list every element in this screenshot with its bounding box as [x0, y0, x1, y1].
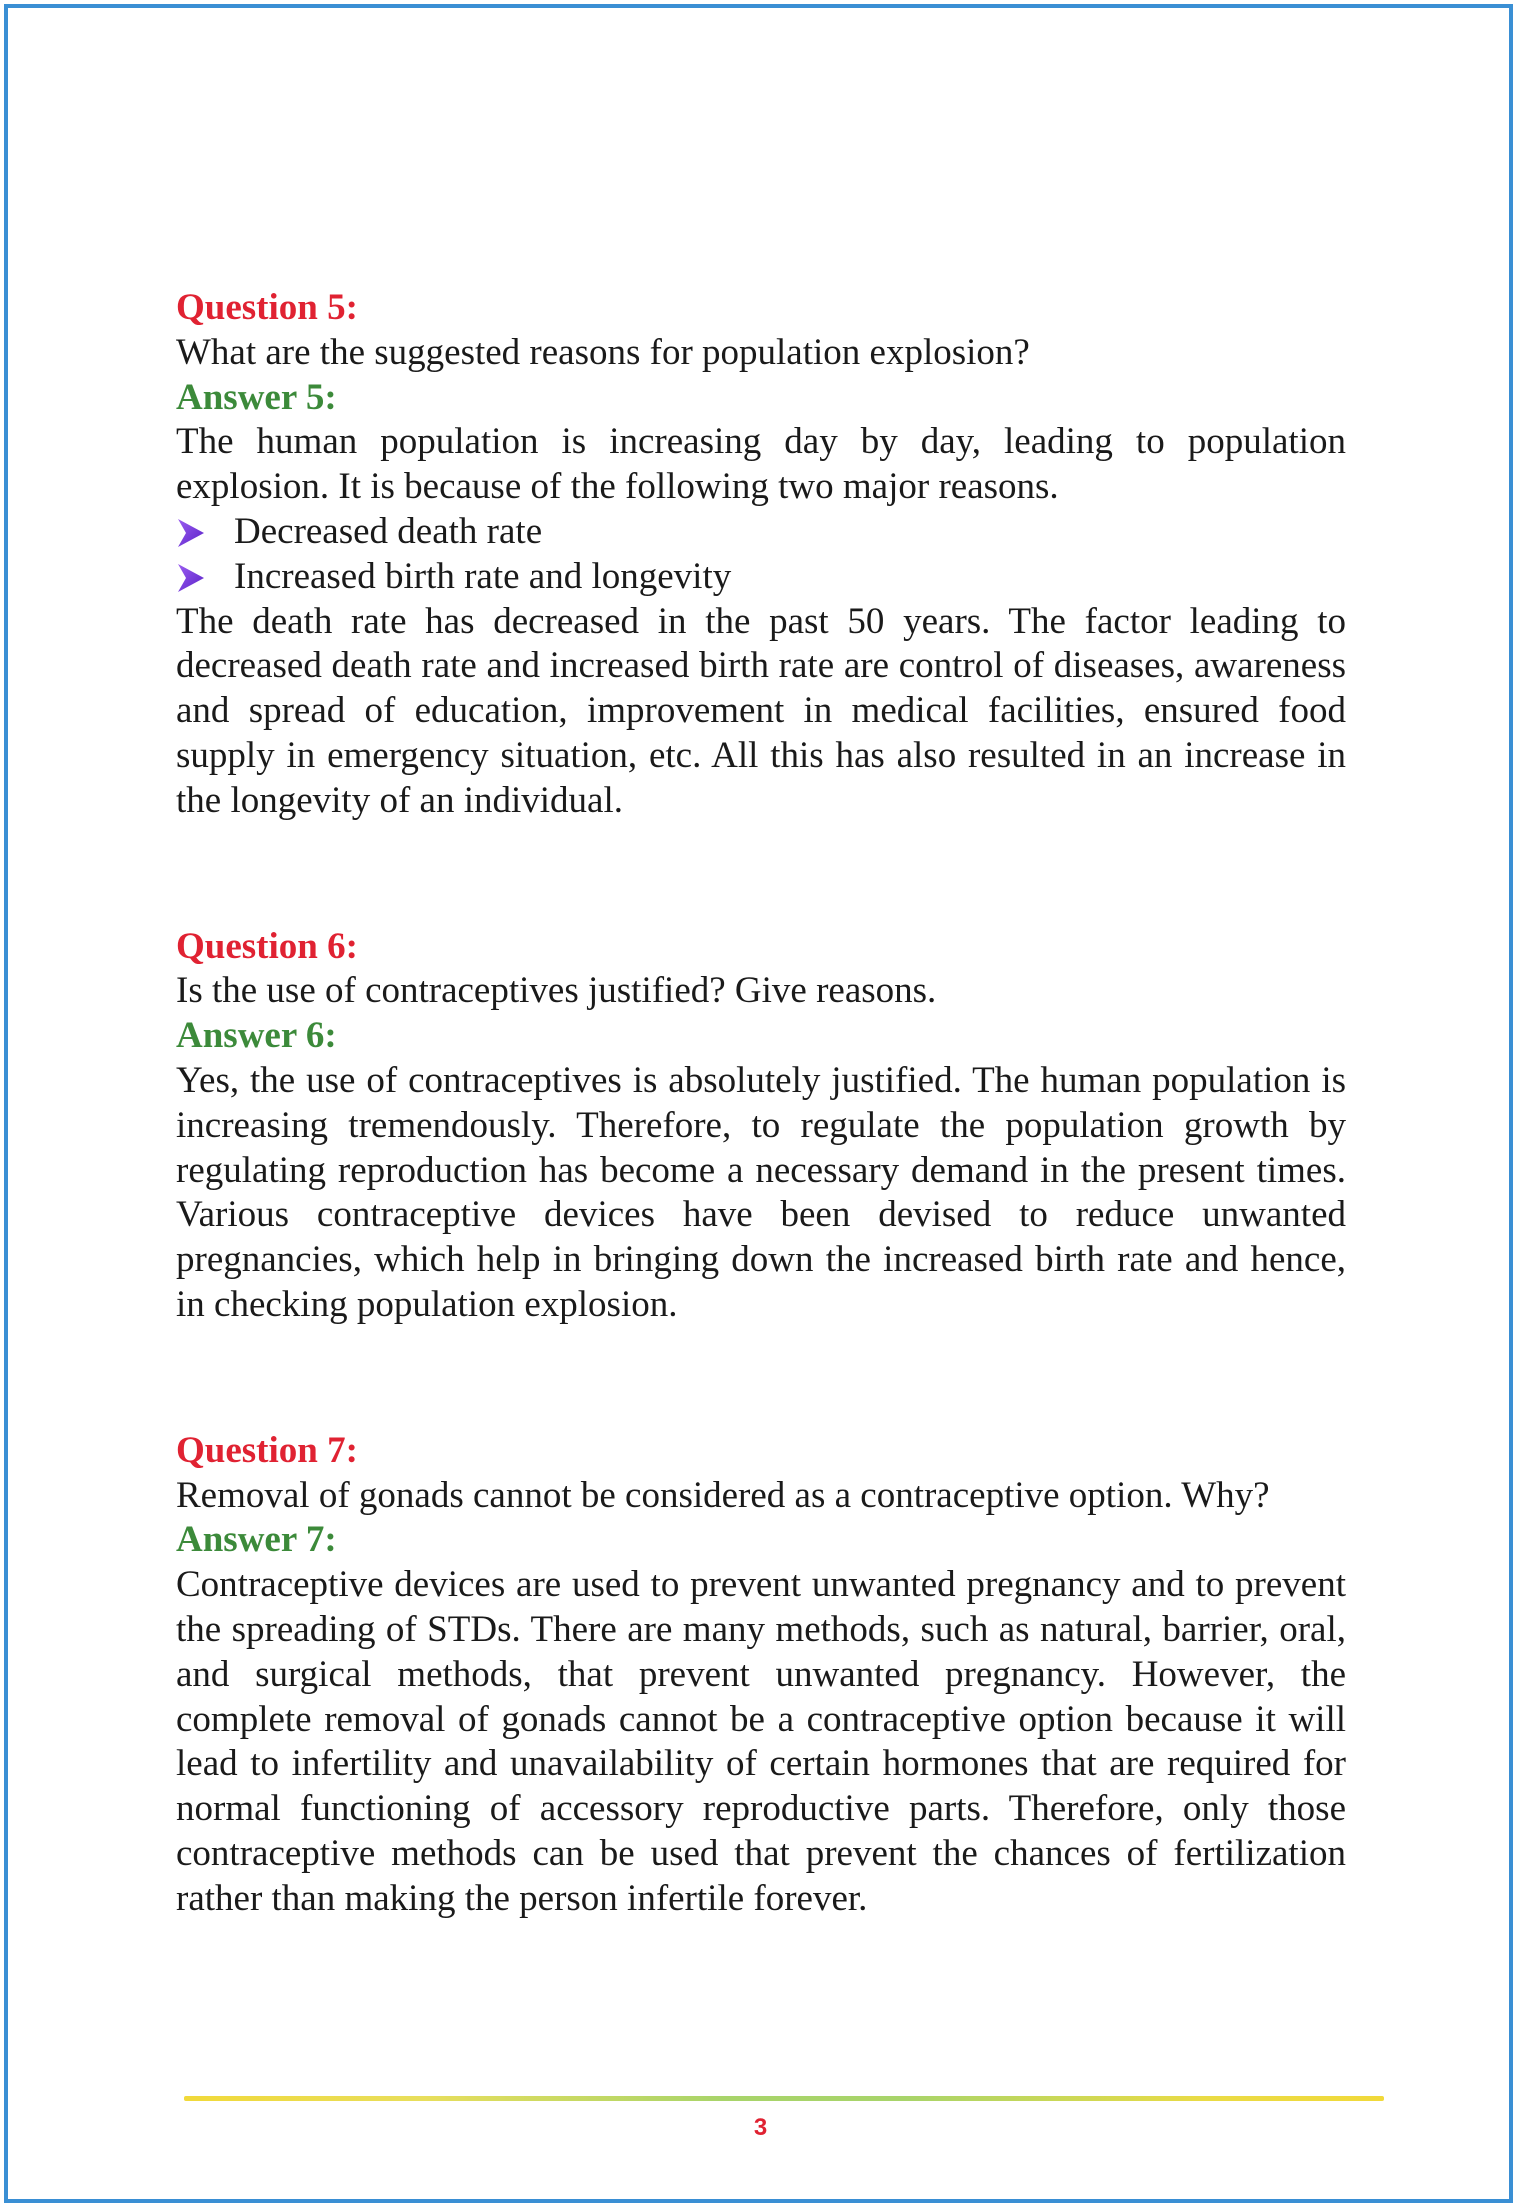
answer-label: Answer 5:	[176, 376, 337, 418]
answer-body: The death rate has decreased in the past 50 years. The factor leading to decreased death rate and increased birth rate are control of diseases, awareness and spread of education, improvement in medical facilities, ensured food supply in emergency situation, etc. All this has also resulted in an increase in the longevity of an individual.	[176, 600, 1346, 821]
page-content	[176, 286, 1346, 1922]
bullet-text: Decreased death rate	[234, 510, 543, 552]
qa-section-7	[176, 1429, 1346, 1922]
question-label: Question 6:	[176, 925, 358, 967]
bullet-item	[176, 510, 1346, 555]
question-label: Question 7:	[176, 1429, 358, 1471]
question-label: Question 5:	[176, 287, 358, 328]
question-text: Is the use of contraceptives justified? Give reasons.	[176, 970, 937, 1012]
question-text: What are the suggested reasons for population explosion?	[176, 331, 1030, 373]
arrow-bullet-icon	[176, 516, 206, 548]
answer-label: Answer 6:	[176, 1015, 337, 1057]
question-text: Removal of gonads cannot be considered as a contraceptive option. Why?	[176, 1474, 1270, 1516]
qa-section-5	[176, 286, 1346, 824]
page-number: 3	[753, 2114, 768, 2141]
bullet-text: Increased birth rate and longevity	[234, 555, 732, 597]
bullet-item	[176, 555, 1346, 600]
answer-label: Answer 7:	[176, 1519, 337, 1561]
qa-section-6	[176, 925, 1346, 1328]
answer-intro: The human population is increasing day by day, leading to population explosion. It is because of the following two major reasons.	[176, 421, 1346, 508]
answer-body: Yes, the use of contraceptives is absolutely justified. The human population is increasing tremendously. Therefore, to regulate the population growth by regulating reproduction has become a necessary demand in the present times. Various contraceptive devices have been devised to reduce unwanted pregnancies, which help in bringing down the increased birth rate and hence, in checking population explosion.	[176, 1059, 1346, 1325]
arrow-bullet-icon	[176, 561, 206, 593]
footer-divider	[184, 2096, 1384, 2101]
answer-body: Contraceptive devices are used to prevent unwanted pregnancy and to prevent the spreading of STDs. There are many methods, such as natural, barrier, oral, and surgical methods, that prevent unwanted pregnancy. However, the complete removal of gonads cannot be a contraceptive option because it will lead to infertility and unavailability of certain hormones that are required for normal functioning of accessory reproductive parts. Therefore, only those contraceptive methods can be used that prevent the chances of fertilization rather than making the person infertile forever.	[176, 1564, 1346, 1919]
